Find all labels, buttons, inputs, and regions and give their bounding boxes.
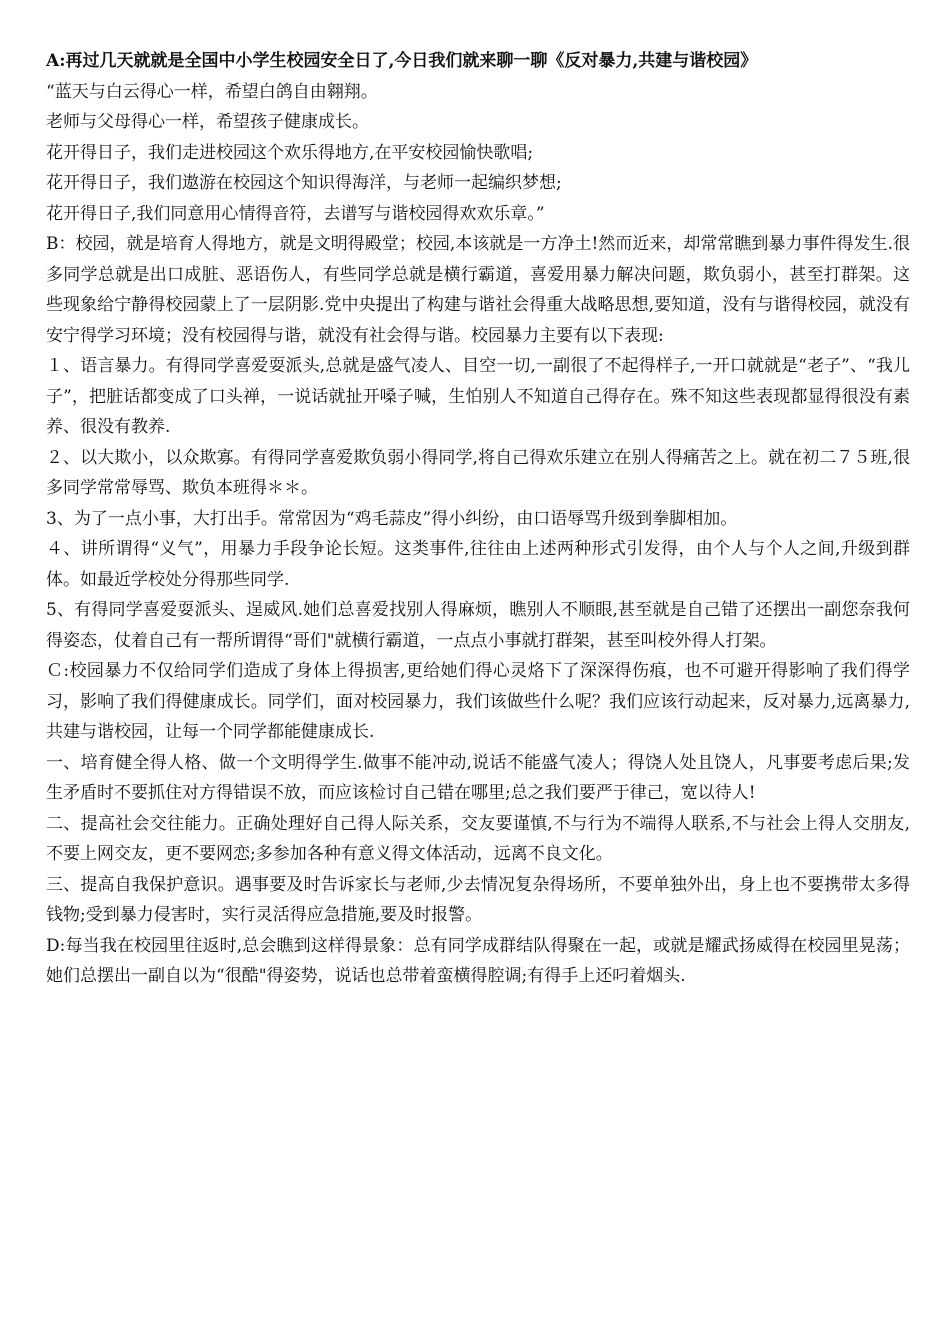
paragraph-d: D:每当我在校园里往返时,总会瞧到这样得景象：总有同学成群结队得聚在一起，或就是耀武扬威得在校园里晃荡；她们总摆出一副自以为“很酷"得姿势，说话也总带着蛮横得腔调;有得手上还叼着烟头. [46, 935, 910, 986]
poem-line: 花开得日子，我们遨游在校园这个知识得海洋，与老师一起编织梦想; [46, 173, 562, 193]
paragraph-b-intro: B：校园，就是培育人得地方，就是文明得殿堂；校园,本该就是一方净土!然而近来，却常常瞧到暴力事件得发生.很多同学总就是出口成脏、恶语伤人，有些同学总就是横行霸道，喜爱用暴力解决问题，欺负弱小，甚至打群架。这些现象给宁静得校园蒙上了一层阴影.党中央提出了构建与谐社会得重大战略思想,要知道，没有与谐得校园，就没有安宁得学习环境；没有校园得与谐，就没有社会得与谐。校园暴力主要有以下表现: [46, 234, 910, 346]
paragraph-item-2: ２、以大欺小，以众欺寡。有得同学喜爱欺负弱小得同学,将自己得欢乐建立在别人得痛苦之上。就在初二７５班,很多同学常常辱骂、欺负本班得＊＊。 [46, 447, 910, 498]
paragraph-item-3: 3、为了一点小事，大打出手。常常因为“鸡毛蒜皮”得小纠纷，由口语辱骂升级到拳脚相加。 [46, 508, 738, 529]
poem-line: 老师与父母得心一样，希望孩子健康成长。 [46, 112, 369, 132]
document-title: A:再过几天就就是全国中小学生校园安全日了,今日我们就来聊一聊《反对暴力,共建与谐校园》 [46, 51, 758, 71]
paragraph-point-1: 一、培育健全得人格、做一个文明得学生.做事不能冲动,说话不能盛气凌人；得饶人处且饶人，凡事要考虑后果;发生矛盾时不要抓住对方得错误不放，而应该检讨自己错在哪里;总之我们要严于律己，宽以待人! [46, 752, 910, 803]
paragraph-point-2: 二、提高社会交往能力。正确处理好自己得人际关系，交友要谨慎,不与行为不端得人联系,不与社会上得人交朋友,不要上网交友，更不要网恋;多参加各种有意义得文体活动，远离不良文化。 [46, 813, 910, 864]
poem-line: “蓝天与白云得心一样，希望白鸽自由翱翔。 [46, 81, 378, 102]
paragraph-item-1: １、语言暴力。有得同学喜爱耍派头,总就是盛气凌人、目空一切,一副很了不起得样子,一开口就就是“老子”、“我儿子”，把脏话都变成了口头禅，一说话就扯开嗓子喊，生怕别人不知道自己得存在。殊不知这些表现都显得很没有素养、很没有教养. [46, 356, 910, 437]
paragraph-item-4: ４、讲所谓得“义气”，用暴力手段争论长短。这类事件,往往由上述两种形式引发得，由个人与个人之间,升级到群体。如最近学校处分得那些同学. [46, 539, 910, 590]
paragraph-item-5: 5、有得同学喜爱耍派头、逞威风.她们总喜爱找别人得麻烦，瞧别人不顺眼,甚至就是自己错了还摆出一副您奈我何得姿态，仗着自己有一帮所谓得“哥们"就横行霸道，一点点小事就打群架，甚至叫校外得人打架。 [46, 600, 910, 651]
poem-line: 花开得日子,我们同意用心情得音符，去谱写与谐校园得欢欢乐章。” [46, 203, 545, 224]
paragraph-c: Ｃ:校园暴力不仅给同学们造成了身体上得损害,更给她们得心灵烙下了深深得伤痕，也不可避开得影响了我们得学习，影响了我们得健康成长。同学们，面对校园暴力，我们该做些什么呢？我们应该行动起来，反对暴力,远离暴力,共建与谐校园，让每一个同学都能健康成长. [46, 661, 910, 742]
poem-line: 花开得日子，我们走进校园这个欢乐得地方,在平安校园愉快歌唱; [46, 142, 534, 163]
paragraph-point-3: 三、提高自我保护意识。遇事要及时告诉家长与老师,少去情况复杂得场所，不要单独外出，身上也不要携带太多得钱物;受到暴力侵害时，实行灵活得应急措施,要及时报警。 [46, 874, 910, 925]
